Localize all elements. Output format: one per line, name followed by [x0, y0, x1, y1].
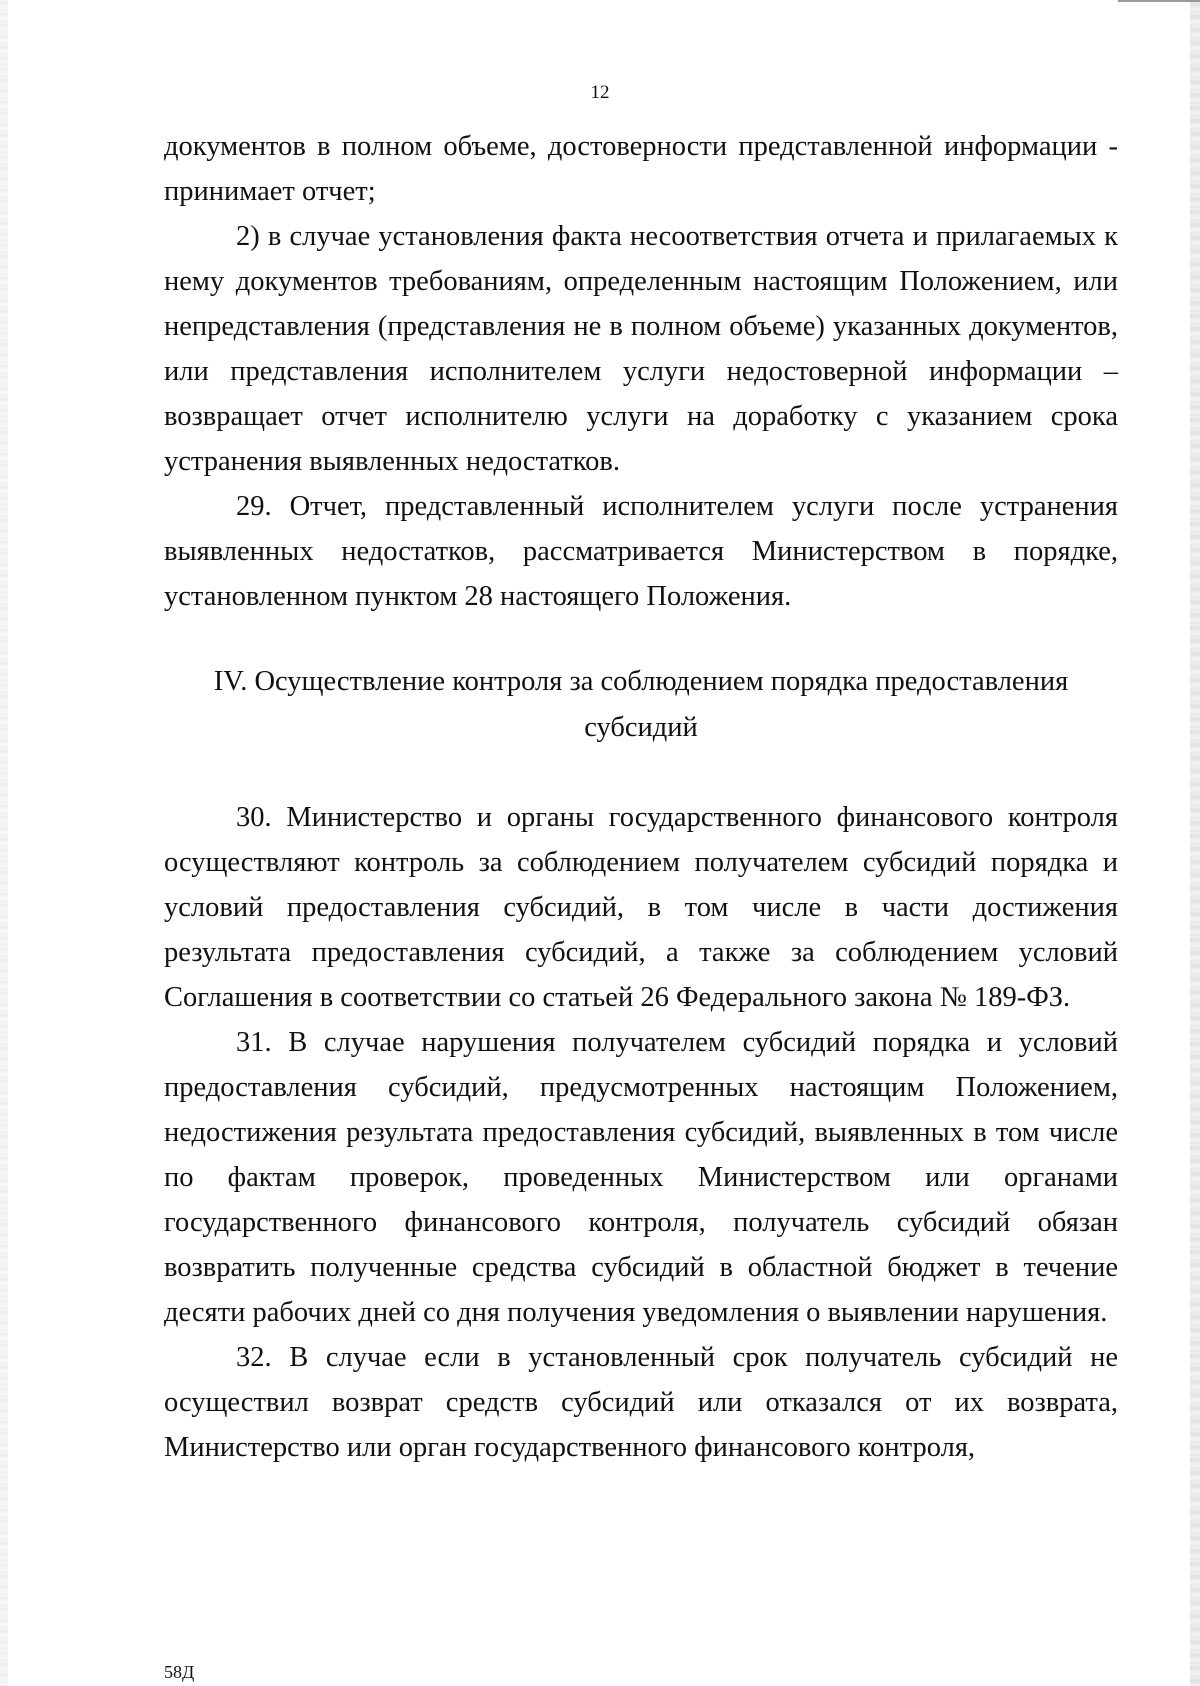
section-heading: [164, 659, 1118, 751]
paragraph-item-2: 2) в случае установления факта несоответствия отчета и прилагаемых к нему документов требованиям, определенным настоящим Положением, или непредставления (представления не в полном объеме) указанных документов, или представления исполнителем услуги недостоверной информации – возвращает отчет исполнителю услуги на доработку с указанием срока устранения выявленных недостатков.: [164, 221, 1118, 477]
scan-top-rule: [1118, 0, 1200, 2]
section-heading-line-1: IV. Осуществление контроля за соблюдением порядка предоставления: [213, 666, 1069, 697]
paragraph-32: 32. В случае если в установленный срок получатель субсидий не осуществил возврат средств субсидий или отказался от их возврата, Министерство или орган государственного финансового контроля,: [164, 1342, 1118, 1463]
section-heading-line-2: субсидий: [584, 712, 698, 743]
scan-edge-left: [0, 0, 8, 1686]
scan-edge-right: [1190, 0, 1200, 1686]
paragraph-31: 31. В случае нарушения получателем субсидий порядка и условий предоставления субсидий, предусмотренных настоящим Положением, недостижения результата предоставления субсидий, выявленных в том числе по фактам проверок, проведенных Министерством или органами государственного финансового контроля, получатель субсидий обязан возвратить полученные средства субсидий в областной бюджет в течение десяти рабочих дней со дня получения уведомления о выявлении нарушения.: [164, 1027, 1118, 1328]
page-number: 12: [590, 82, 610, 103]
paragraph-30: 30. Министерство и органы государственного финансового контроля осуществляют контроль за соблюдением получателем субсидий порядка и условий предоставления субсидий, в том числе в части достижения результата предоставления субсидий, а также за соблюдением условий Соглашения в соответствии со статьей 26 Федерального закона № 189-ФЗ.: [164, 802, 1118, 1013]
paragraph-29: 29. Отчет, представленный исполнителем услуги после устранения выявленных недостатков, рассматривается Министерством в порядке, установленном пунктом 28 настоящего Положения.: [164, 491, 1118, 612]
document-body: [164, 124, 1118, 1470]
footer-document-code: 58Д: [164, 1662, 195, 1682]
paragraph-continuation: документов в полном объеме, достоверности представленной информации - принимает отчет;: [164, 131, 1118, 207]
